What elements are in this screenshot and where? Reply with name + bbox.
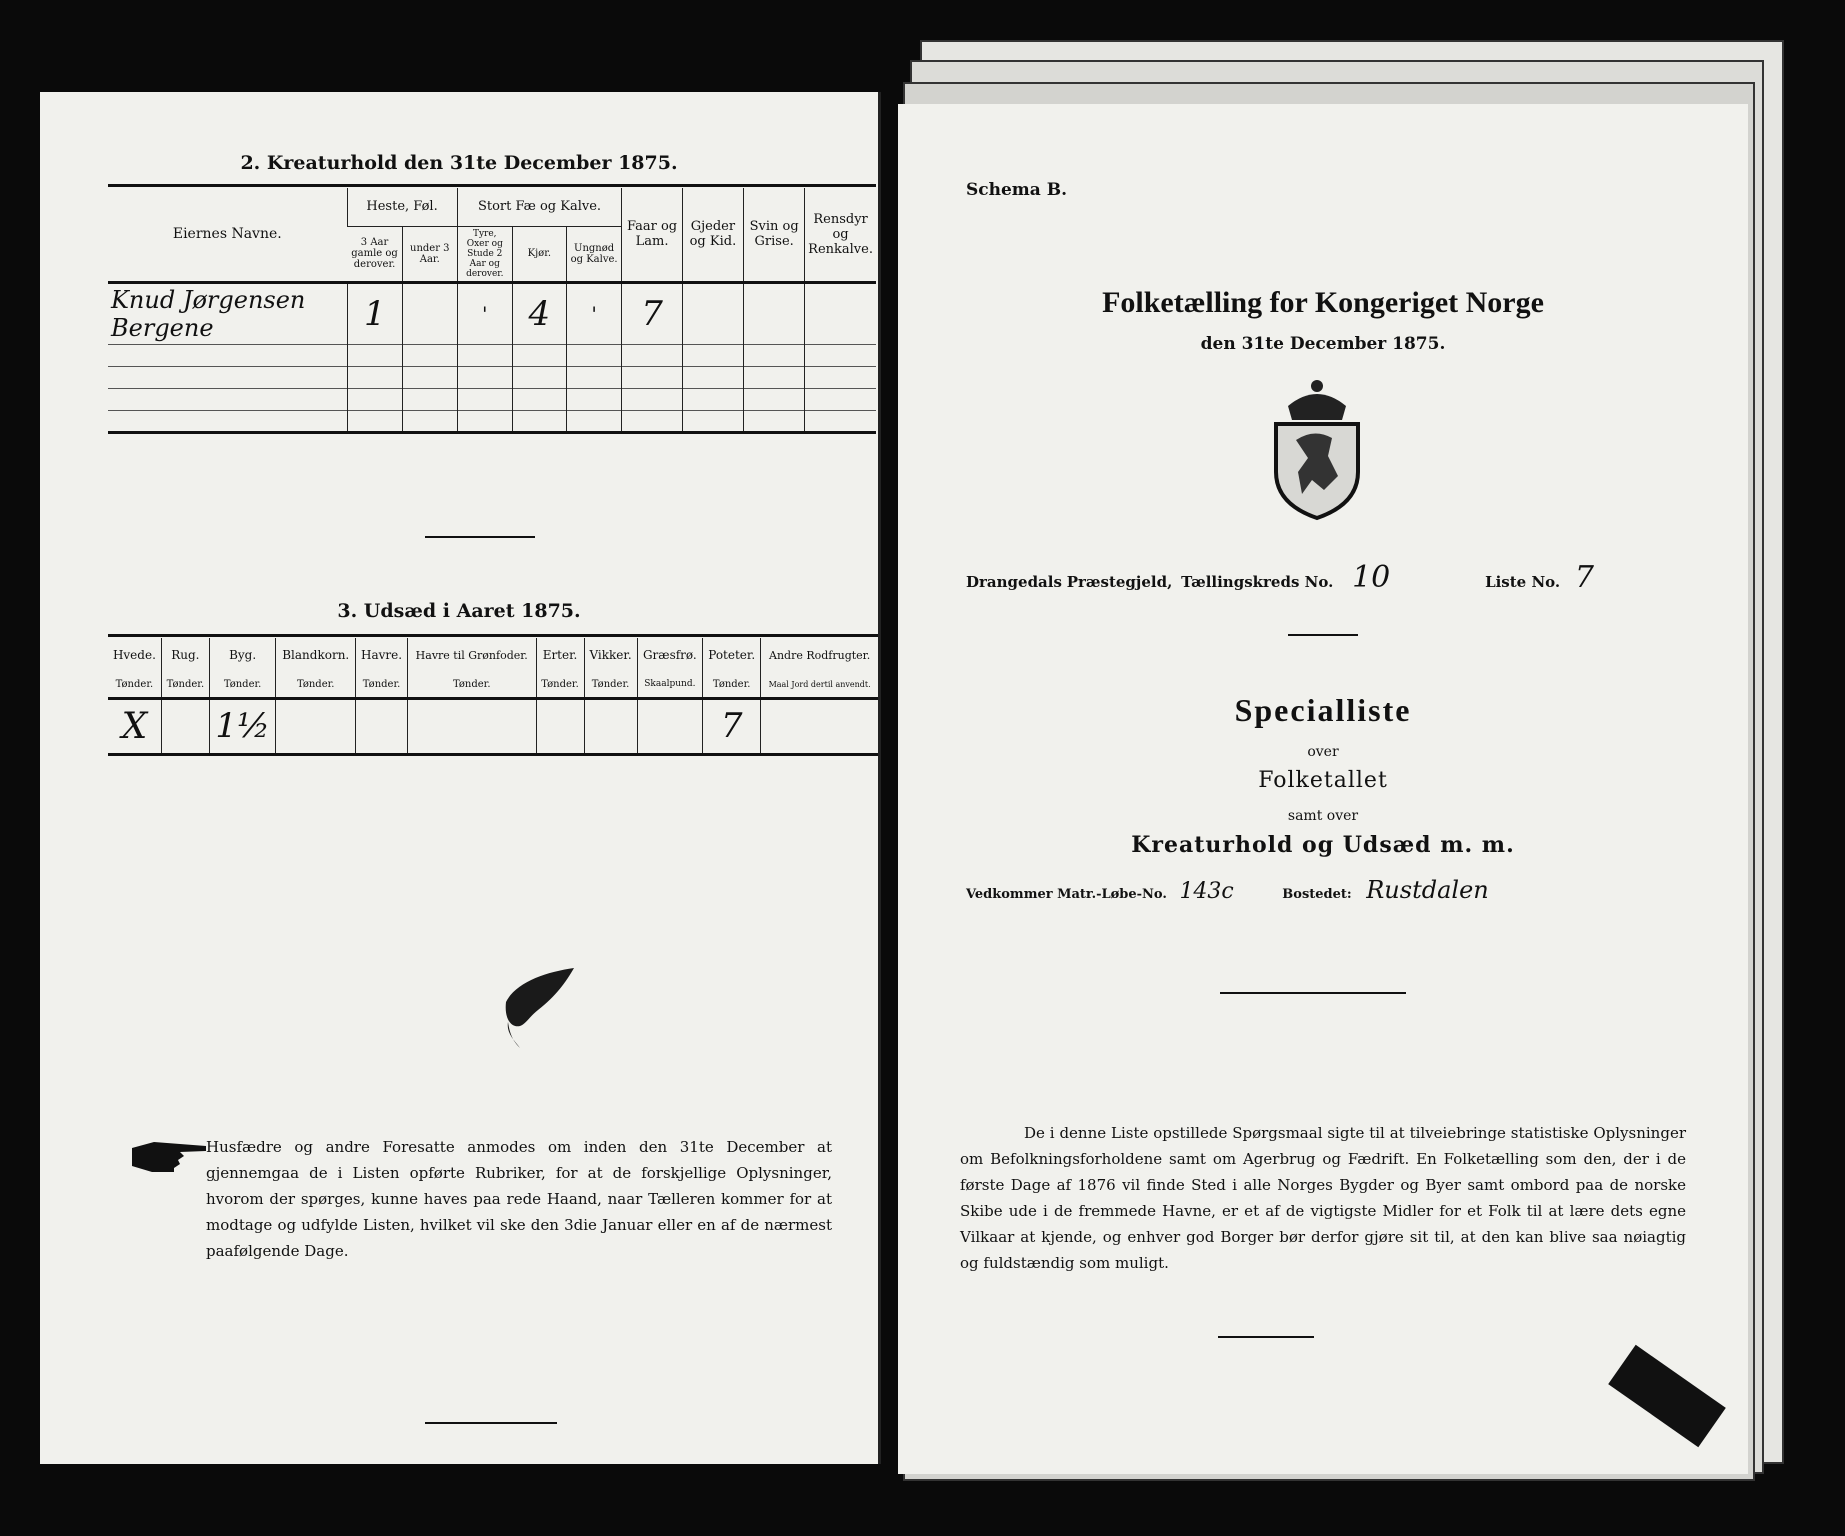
- unit-label: Tønder.: [115, 678, 154, 690]
- vikker-header: Vikker.: [584, 638, 637, 672]
- heste-young-header: under 3 Aar.: [403, 226, 458, 282]
- matr-line: [966, 876, 1726, 904]
- graesfro-value: [637, 698, 703, 754]
- bostedet-value: Rustdalen: [1366, 876, 1489, 904]
- matr-value: 143c: [1179, 879, 1234, 904]
- divider: [425, 1422, 557, 1424]
- faar-header: Faar og Lam.: [622, 188, 682, 282]
- blandkorn-value: [276, 698, 356, 754]
- poteter-header: Poteter.: [703, 638, 761, 672]
- table-row: [108, 388, 876, 410]
- unit-label: Tønder.: [209, 672, 275, 698]
- folketallet-heading: Folketallet: [1258, 768, 1388, 793]
- owner-name: Knud Jørgensen Bergene: [111, 285, 306, 342]
- ungnod-value: ': [566, 282, 622, 344]
- havre-gronfoder-header: Havre til Grønfoder.: [407, 638, 536, 672]
- hvede-value: X: [121, 705, 148, 747]
- kjoer-value: 4: [512, 282, 566, 344]
- unit-label: Tønder.: [407, 672, 536, 698]
- andre-rodfrugter-header: Andre Rodfrugter.: [761, 638, 878, 672]
- heste-old-value: 1: [347, 282, 402, 344]
- instructions-notice: Husfædre og andre Foresatte anmodes om inden den 31te December at gjennemgaa de i Listen opførte Rubriker, for at de forskjellige Oplysninger, hvorom der spørges, kunne haves paa rede Haand, naar Tælleren kommer for at modtage og udfylde Listen, hvilket vil ske den 3die Januar eller en af de nærmest paafølgende Dage.: [206, 1138, 832, 1260]
- liste-label: Liste No.: [1485, 573, 1561, 591]
- stort-group-header: Stort Fæ og Kalve.: [457, 188, 622, 226]
- table-row: [108, 344, 876, 366]
- rug-value: [161, 698, 209, 754]
- unit-label: Tønder.: [536, 672, 584, 698]
- section2-title: 2. Kreaturhold den 31te December 1875.: [240, 152, 678, 174]
- ungnod-header: Ungnød og Kalve.: [566, 226, 622, 282]
- table-row: [108, 366, 876, 388]
- unit-label: Tønder.: [703, 672, 761, 698]
- rug-header: Rug.: [161, 638, 209, 672]
- erter-value: [536, 698, 584, 754]
- divider: [1220, 992, 1406, 994]
- poteter-value: 7: [703, 698, 761, 754]
- unit-label: Skaalpund.: [637, 672, 703, 698]
- right-page: [898, 104, 1748, 1474]
- gjeder-value: [682, 282, 744, 344]
- left-page: [40, 92, 881, 1464]
- heste-group-header: Heste, Føl.: [347, 188, 457, 226]
- tyre-value: ': [457, 282, 512, 344]
- svin-header: Svin og Grise.: [744, 188, 805, 282]
- section3-title: 3. Udsæd i Aaret 1875.: [337, 600, 581, 622]
- over-text: over: [1307, 744, 1339, 760]
- bostedet-label: Bostedet:: [1282, 887, 1352, 902]
- kjoer-header: Kjør.: [512, 226, 566, 282]
- table-row: [108, 282, 876, 344]
- divider: [425, 536, 535, 538]
- udsaed-table: [108, 638, 878, 756]
- andre-rodfrugter-value: [761, 698, 878, 754]
- heste-old-header: 3 Aar gamle og derover.: [351, 237, 398, 270]
- erter-header: Erter.: [536, 638, 584, 672]
- kreaturhold-table: [108, 188, 876, 434]
- table-row: [108, 698, 878, 754]
- pointing-hand-icon: [130, 1134, 210, 1178]
- unit-label: Maal Jord dertil anvendt.: [761, 672, 878, 698]
- havre-header: Havre.: [356, 638, 408, 672]
- location-line: [966, 560, 1706, 595]
- kreaturhold-heading: Kreaturhold og Udsæd m. m.: [1131, 832, 1515, 858]
- gjeder-header: Gjeder og Kid.: [682, 188, 744, 282]
- matr-label: Vedkommer Matr.-Løbe-No.: [966, 887, 1167, 902]
- census-date: den 31te December 1875.: [1200, 334, 1446, 354]
- unit-label: Tønder.: [584, 672, 637, 698]
- explanatory-paragraph: De i denne Liste opstillede Spørgsmaal sigte til at tilveiebringe statistiske Oplysninger om Befolkningsforholdene samt om Agerbrug og Fædrift. En Folketælling som den, der i de første Dage af 1876 vil finde Sted i alle Norges Bygder og Byer samt ombord paa de norske Skibe ude i de fremmede Havne, er et af de vigtigste Midler for et Folk til at lære dets egne Vilkaar at kjende, og enhver god Borger bør derfor gjøre sit til, at den kan blive saa nøiagtig og fuldstændig som muligt.: [960, 1124, 1686, 1272]
- prestegjeld-name: Drangedals: [966, 573, 1062, 591]
- rensdyr-header: Rensdyr og Renkalve.: [805, 188, 876, 282]
- liste-value: 7: [1574, 560, 1594, 595]
- hvede-header: Hvede.: [112, 648, 156, 662]
- prestegjeld-label: Præstegjeld,: [1066, 573, 1173, 591]
- kreds-value: 10: [1352, 560, 1391, 595]
- unit-label: Tønder.: [161, 672, 209, 698]
- specialliste-heading: Specialliste: [1234, 692, 1412, 728]
- havre-value: [356, 698, 408, 754]
- heste-young-value: [403, 282, 458, 344]
- norwegian-lion-coat-of-arms-icon: [1258, 372, 1376, 522]
- schema-label: Schema B.: [966, 180, 1068, 200]
- owner-column-header: Eiernes Navne.: [172, 226, 282, 243]
- samt-over-text: samt over: [1287, 808, 1359, 824]
- ink-blot-icon: [486, 962, 586, 1062]
- rensdyr-value: [805, 282, 876, 344]
- byg-value: 1½: [209, 698, 275, 754]
- havre-gronfoder-value: [407, 698, 536, 754]
- svin-value: [744, 282, 805, 344]
- divider: [1218, 1336, 1314, 1338]
- kreds-label: Tællingskreds No.: [1181, 573, 1334, 591]
- blandkorn-header: Blandkorn.: [276, 638, 356, 672]
- graesfro-header: Græsfrø.: [637, 638, 703, 672]
- table-row: [108, 410, 876, 432]
- tyre-header: Tyre, Oxer og Stude 2 Aar og derover.: [457, 226, 512, 282]
- census-title: Folketælling for Kongeriget Norge: [1102, 286, 1544, 319]
- unit-label: Tønder.: [276, 672, 356, 698]
- vikker-value: [584, 698, 637, 754]
- divider: [1288, 634, 1358, 636]
- byg-header: Byg.: [209, 638, 275, 672]
- faar-value: 7: [622, 282, 682, 344]
- unit-label: Tønder.: [356, 672, 408, 698]
